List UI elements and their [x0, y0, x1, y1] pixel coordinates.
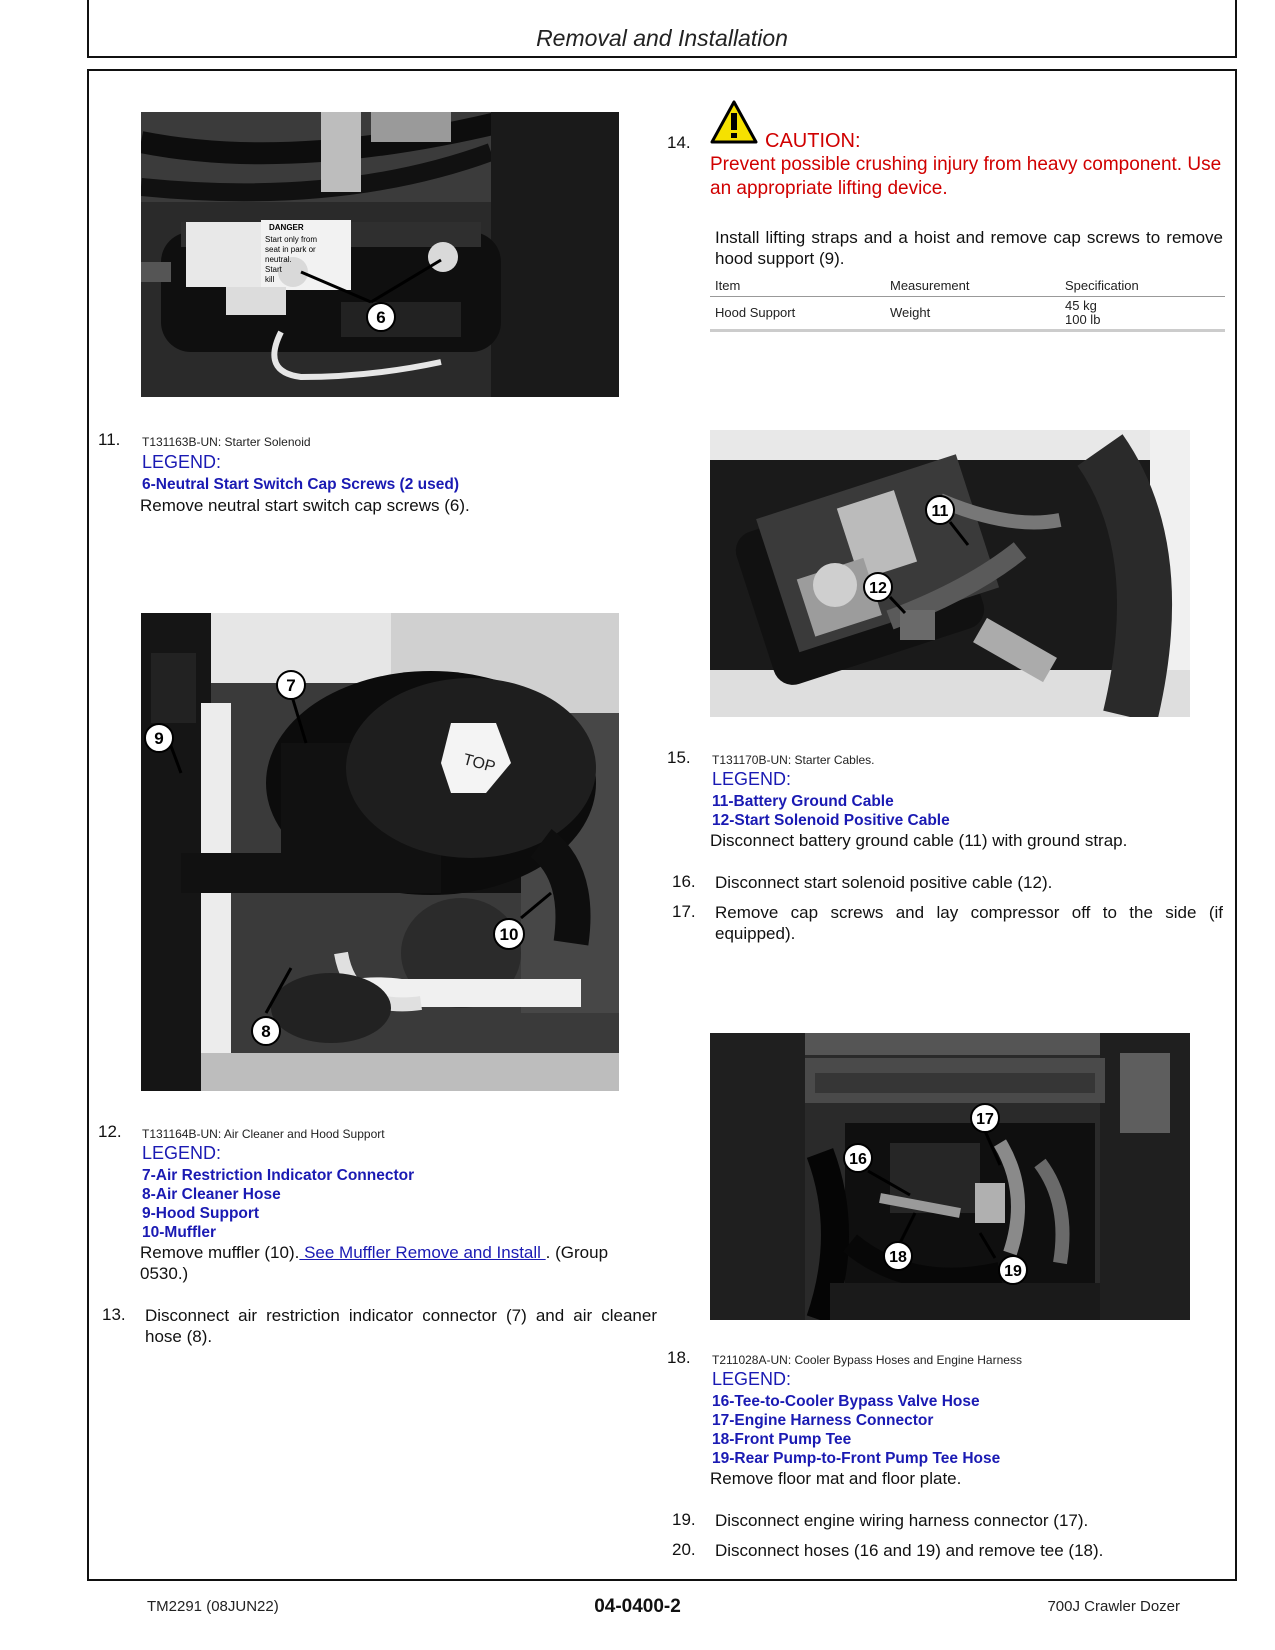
fig1-callout-6: [367, 303, 395, 331]
step-18-number: 18.: [667, 1348, 691, 1367]
step-12-legend-label: LEGEND:: [142, 1143, 222, 1163]
step-12-instruction-pre: Remove muffler (10).: [140, 1243, 300, 1262]
figure-starter-cables-photo: [710, 430, 1190, 717]
spec-value-metric: 45 kg: [1065, 297, 1097, 313]
spec-header-specification: Specification: [1065, 278, 1139, 294]
muffler-remove-install-link[interactable]: See Muffler Remove and Install: [299, 1243, 546, 1262]
step-18-legend-item-18: 18-Front Pump Tee: [712, 1431, 852, 1448]
svg-text:kill: kill: [265, 275, 275, 284]
step-18-instruction: Remove floor mat and floor plate.: [710, 1469, 962, 1488]
step-13-text: Disconnect air restriction indicator connector (7) and air cleaner hose (8).: [145, 1306, 657, 1346]
fig2-callout-7: [277, 671, 305, 699]
step-14-text: Install lifting straps and a hoist and remove cap screws to remove hood support (9).: [715, 228, 1223, 268]
step-15-number: 15.: [667, 748, 691, 767]
step-18-legend-item-17: 17-Engine Harness Connector: [712, 1412, 934, 1429]
step-17-number: 17.: [672, 902, 696, 921]
step-19-text: Disconnect engine wiring harness connector (17).: [715, 1511, 1089, 1530]
step-18-figure-id: T211028A-UN: Cooler Bypass Hoses and Engine Harness: [712, 1353, 1022, 1367]
svg-text:17: 17: [976, 1111, 994, 1128]
spec-row-measurement: Weight: [890, 305, 931, 320]
fig2-callout-8: [252, 1017, 280, 1045]
fig4-callout-19: [999, 1256, 1027, 1284]
step-12-legend-item-8: 8-Air Cleaner Hose: [142, 1186, 281, 1203]
caution-title: CAUTION:: [765, 130, 861, 152]
step-12-legend-item-9: 9-Hood Support: [142, 1205, 260, 1222]
spec-header-measurement: Measurement: [890, 278, 970, 294]
spec-row-specification: [1065, 296, 1225, 330]
step-20-text: Disconnect hoses (16 and 19) and remove tee (18).: [715, 1541, 1104, 1560]
step-11-legend-item: 6-Neutral Start Switch Cap Screws (2 used): [142, 476, 459, 493]
fig2-top-label: TOP: [461, 751, 498, 777]
svg-text:Start: Start: [265, 265, 282, 274]
svg-text:8: 8: [261, 1022, 271, 1041]
fig3-callout-12: [864, 573, 892, 601]
step-13-number: 13.: [102, 1305, 126, 1324]
step-11-instruction: Remove neutral start switch cap screws (6).: [140, 496, 470, 515]
step-12-legend-item-10: 10-Muffler: [142, 1224, 217, 1241]
figure-air-cleaner-photo: [141, 613, 619, 1091]
step-17-text: Remove cap screws and lay compressor off to the side (if equipped).: [715, 903, 1223, 943]
spec-row-item: Hood Support: [715, 305, 796, 320]
svg-text:12: 12: [869, 580, 887, 597]
svg-text:9: 9: [154, 729, 164, 748]
step-19-number: 19.: [672, 1510, 696, 1529]
svg-text:18: 18: [889, 1249, 907, 1266]
fig3-callout-11: [926, 496, 954, 524]
svg-text:7: 7: [286, 676, 296, 695]
step-15-legend-item-11: 11-Battery Ground Cable: [712, 793, 894, 810]
step-20-number: 20.: [672, 1540, 696, 1559]
header-frame: [87, 0, 1237, 58]
step-12-number: 12.: [98, 1122, 122, 1141]
spec-value-imperial: 100 lb: [1065, 311, 1101, 327]
svg-text:DANGER: DANGER: [269, 223, 304, 232]
fig2-callout-9: [145, 724, 173, 752]
svg-text:19: 19: [1004, 1263, 1022, 1280]
hood-support-spec-table: [710, 276, 1225, 332]
step-11-legend-label: LEGEND:: [142, 452, 222, 472]
step-12-figure-id: T131164B-UN: Air Cleaner and Hood Support: [142, 1127, 385, 1141]
step-16-text: Disconnect start solenoid positive cable (12).: [715, 873, 1053, 892]
step-15-instruction: Disconnect battery ground cable (11) with ground strap.: [710, 831, 1128, 850]
svg-text:seat in park or: seat in park or: [265, 245, 316, 254]
caution-warning-icon: [710, 100, 758, 144]
svg-text:Start only from: Start only from: [265, 235, 318, 244]
svg-text:11: 11: [931, 503, 949, 520]
figure-starter-solenoid-photo: [141, 112, 619, 397]
figure-cooler-bypass-photo: [710, 1033, 1190, 1320]
spec-header-item: Item: [715, 278, 741, 294]
page-header-title: Removal and Installation: [536, 25, 788, 51]
fig4-callout-18: [884, 1242, 912, 1270]
step-18-legend-item-19: 19-Rear Pump-to-Front Pump Tee Hose: [712, 1450, 1001, 1467]
step-12-legend-item-7: 7-Air Restriction Indicator Connector: [142, 1167, 415, 1184]
footer-page-number: 04-0400-2: [594, 1596, 681, 1617]
step-12-instruction: [140, 1242, 660, 1284]
fig4-callout-16: [844, 1144, 872, 1172]
svg-text:16: 16: [849, 1151, 867, 1168]
step-16-number: 16.: [672, 872, 696, 891]
caution-text: Prevent possible crushing injury from heavy component. Use an appropriate lifting device.: [710, 154, 1222, 199]
step-11-number: 11.: [98, 430, 121, 449]
step-18-legend-item-16: 16-Tee-to-Cooler Bypass Valve Hose: [712, 1393, 980, 1410]
step-14-number: 14.: [667, 133, 691, 152]
step-15-legend-item-12: 12-Start Solenoid Positive Cable: [712, 812, 950, 829]
fig4-callout-17: [971, 1104, 999, 1132]
footer-model: 700J Crawler Dozer: [1047, 1598, 1180, 1615]
step-12-instruction-post: . (Group 0530.): [140, 1243, 609, 1283]
step-15-legend-label: LEGEND:: [712, 769, 792, 789]
step-11-figure-id: T131163B-UN: Starter Solenoid: [142, 435, 311, 449]
svg-text:10: 10: [499, 925, 519, 944]
step-18-legend-label: LEGEND:: [712, 1369, 792, 1389]
footer-manual-id: TM2291 (08JUN22): [147, 1598, 279, 1615]
svg-text:6: 6: [376, 308, 386, 327]
step-15-figure-id: T131170B-UN: Starter Cables.: [712, 753, 875, 767]
svg-text:neutral.: neutral.: [265, 255, 292, 264]
fig2-callout-10: [494, 919, 524, 949]
